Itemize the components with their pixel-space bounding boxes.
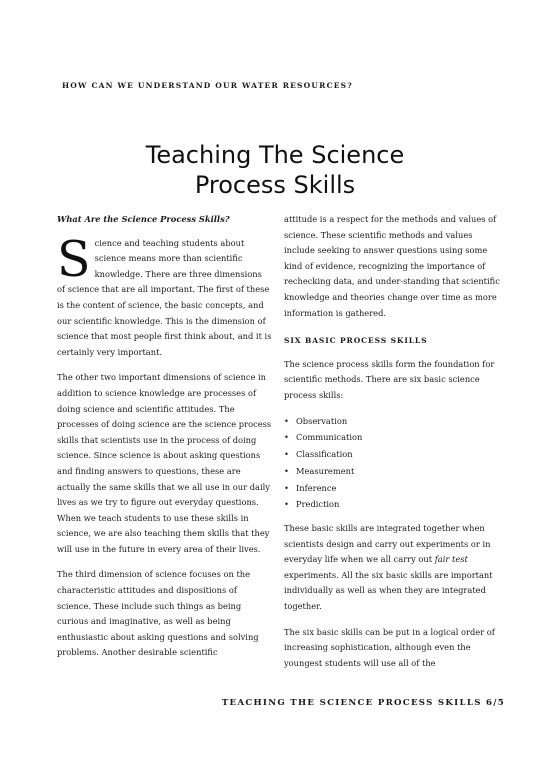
- bullet-icon: •: [284, 415, 289, 426]
- page-title-line-1: Teaching The Science: [145, 141, 405, 169]
- skill-label: Prediction: [296, 499, 340, 510]
- list-item: [284, 414, 502, 430]
- list-item: [284, 481, 502, 497]
- list-item: [284, 497, 502, 513]
- bullet-icon: •: [284, 449, 289, 460]
- skill-label: Classification: [296, 449, 353, 460]
- drop-cap: S: [57, 230, 91, 288]
- intro-paragraph: [57, 230, 272, 361]
- integration-text-start: These basic skills are integrated together when scientists design and carry out experiments or in everyday life when we all carry out: [284, 523, 491, 565]
- integration-paragraph: [284, 521, 502, 615]
- list-item: [284, 464, 502, 480]
- page-title: [0, 140, 550, 200]
- skill-label: Inference: [296, 482, 337, 493]
- list-item: [284, 430, 502, 446]
- fair-test-emphasis: fair test: [434, 554, 468, 565]
- page-title-line-2: Process Skills: [194, 171, 356, 199]
- running-header: HOW CAN WE UNDERSTAND OUR WATER RESOURCES?: [62, 81, 353, 90]
- section-heading-six-skills: SIX BASIC PROCESS SKILLS: [284, 336, 428, 346]
- intro-paragraph-text: cience and teaching students about science means more than scientific knowledge. There are three dimensions of science that are all important. The first of these is the content of science, the basic concepts, and our scientific knowledge. This is the dimension of science that most people first think about, and it is certainly very important.: [57, 237, 272, 357]
- skills-list: [284, 414, 502, 514]
- skill-label: Measurement: [296, 465, 355, 476]
- skill-label: Communication: [296, 432, 363, 443]
- attitude-continued-paragraph: attitude is a respect for the methods and values of science. These scientific methods and values include seeking to answer questions using some kind of evidence, recognizing the importance of rechecking data, and under-standing that scientific knowledge and theories change over time as more information is gathered.: [284, 214, 500, 318]
- section-heading-what-are: What Are the Science Process Skills?: [57, 214, 230, 224]
- skill-label: Observation: [296, 415, 348, 426]
- left-column: [57, 212, 272, 671]
- bullet-icon: •: [284, 432, 289, 443]
- attitudes-paragraph: The third dimension of science focuses on the characteristic attitudes and dispositions of science. These include such things as being curious and imaginative, as well as being enthusiastic about asking questions and solving problems. Another desirable scientific: [57, 569, 259, 658]
- bullet-icon: •: [284, 465, 289, 476]
- right-column: [284, 212, 502, 681]
- integration-text-end: experiments. All the six basic skills are important individually as well as when they are integrated together.: [284, 569, 493, 611]
- dimensions-paragraph: The other two important dimensions of science in addition to science knowledge are processes of doing science and scientific attitudes. The processes of doing science are the science process skills that scientists use in the process of doing science. Since science is about asking questions and finding answers to questions, these are actually the same skills that we all use in our daily lives as we try to figure out everyday questions. When we teach students to use these skills in science, we are also teaching them skills that they will use in the future in every area of their lives.: [57, 372, 272, 554]
- ordering-paragraph: The six basic skills can be put in a logical order of increasing sophistication, although even the youngest students will use all of the: [284, 626, 495, 668]
- list-item: [284, 447, 502, 463]
- foundation-paragraph: The science process skills form the foundation for scientific methods. There are six basic science process skills:: [284, 358, 495, 400]
- bullet-icon: •: [284, 499, 289, 510]
- bullet-icon: •: [284, 482, 289, 493]
- running-footer: TEACHING THE SCIENCE PROCESS SKILLS 6/5: [221, 698, 505, 708]
